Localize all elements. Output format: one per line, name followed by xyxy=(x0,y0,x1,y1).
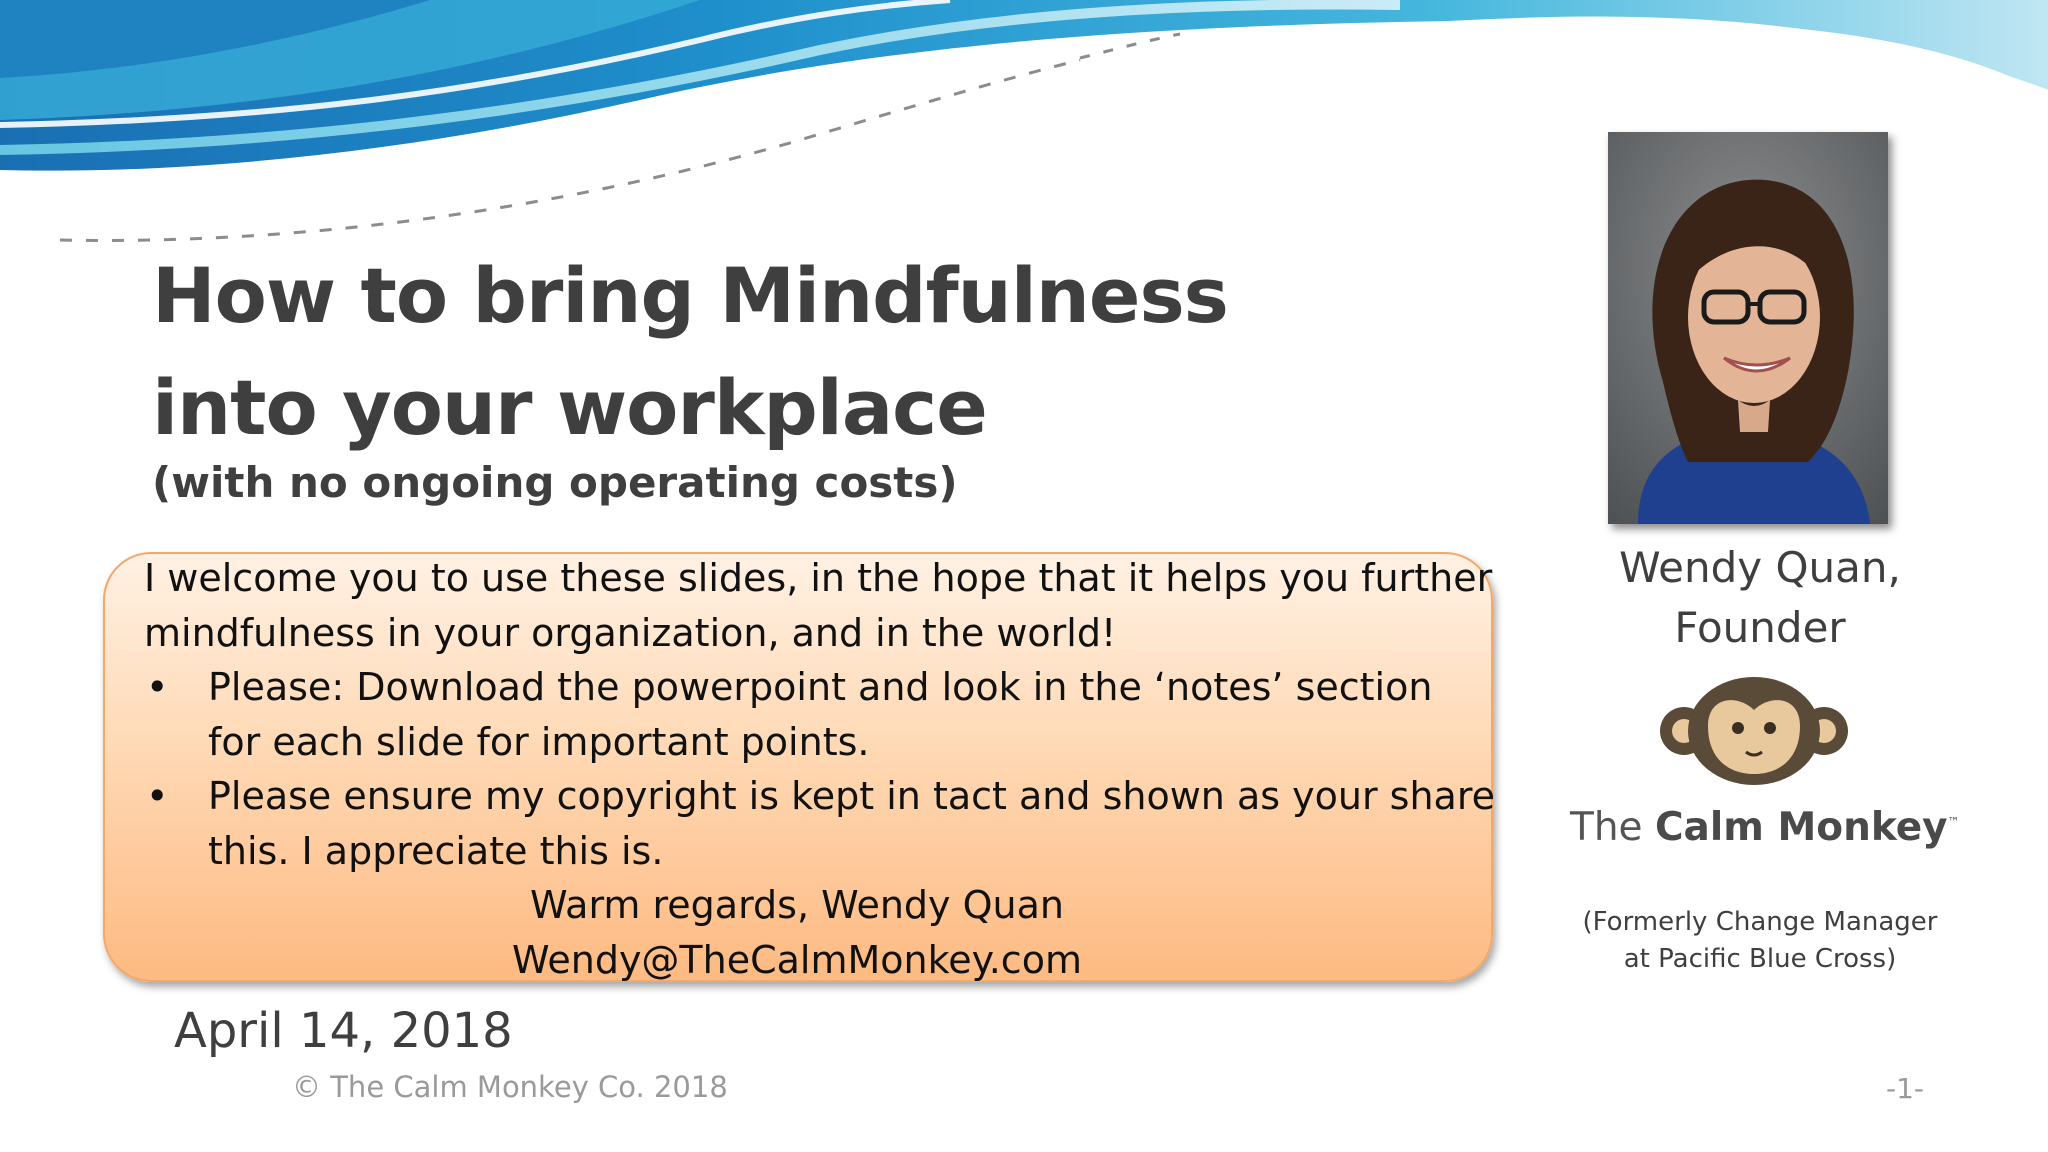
former-role-line-1: (Formerly Change Manager xyxy=(1582,907,1938,937)
bullet-item xyxy=(144,660,1494,769)
presenter-name-line-1: Wendy Quan, xyxy=(1619,543,1901,592)
intro-line-1: I welcome you to use these slides, in the hope that it helps you further xyxy=(144,556,1493,600)
title-line-1: How to bring Mindfulness xyxy=(152,251,1228,340)
presentation-date: April 14, 2018 xyxy=(174,1003,513,1059)
trademark-symbol: ™ xyxy=(1947,815,1960,829)
company-logo-text xyxy=(1570,805,1960,850)
contact-email: Wendy@TheCalmMonkey.com xyxy=(512,937,1082,982)
intro-line-2: mindfulness in your organization, and in the world! xyxy=(144,610,1117,655)
bullet-line: Please ensure my copyright is kept in tact and shown as your share xyxy=(208,774,1495,818)
presenter-photo xyxy=(1608,132,1888,524)
slide-title xyxy=(152,240,1252,464)
bullet-line: for each slide for important points. xyxy=(208,719,870,764)
former-role-line-2: at Pacific Blue Cross) xyxy=(1623,944,1897,974)
copyright-footer: © The Calm Monkey Co. 2018 xyxy=(292,1070,728,1104)
bullet-dot: • xyxy=(146,774,169,818)
logo-text-bold: Calm Monkey xyxy=(1654,805,1948,850)
signoff: Warm regards, Wendy Quan xyxy=(530,883,1064,927)
bullet-line: this. I appreciate this is. xyxy=(208,828,664,873)
logo-text-light: The xyxy=(1570,805,1655,850)
slide-subtitle: (with no ongoing operating costs) xyxy=(152,458,958,507)
bullet-dot: • xyxy=(146,665,169,709)
bullet-item xyxy=(144,769,1494,878)
bullet-line: Please: Download the powerpoint and look in the ‘notes’ section xyxy=(208,665,1433,709)
presenter-role: Founder xyxy=(1674,603,1846,652)
monkey-face-icon xyxy=(1658,676,1850,786)
page-number: -1- xyxy=(1886,1072,1925,1105)
presenter-name xyxy=(1560,538,1960,658)
former-role-note xyxy=(1560,904,1960,978)
title-line-2: into your workplace xyxy=(152,363,987,452)
notice-text xyxy=(144,551,1494,987)
